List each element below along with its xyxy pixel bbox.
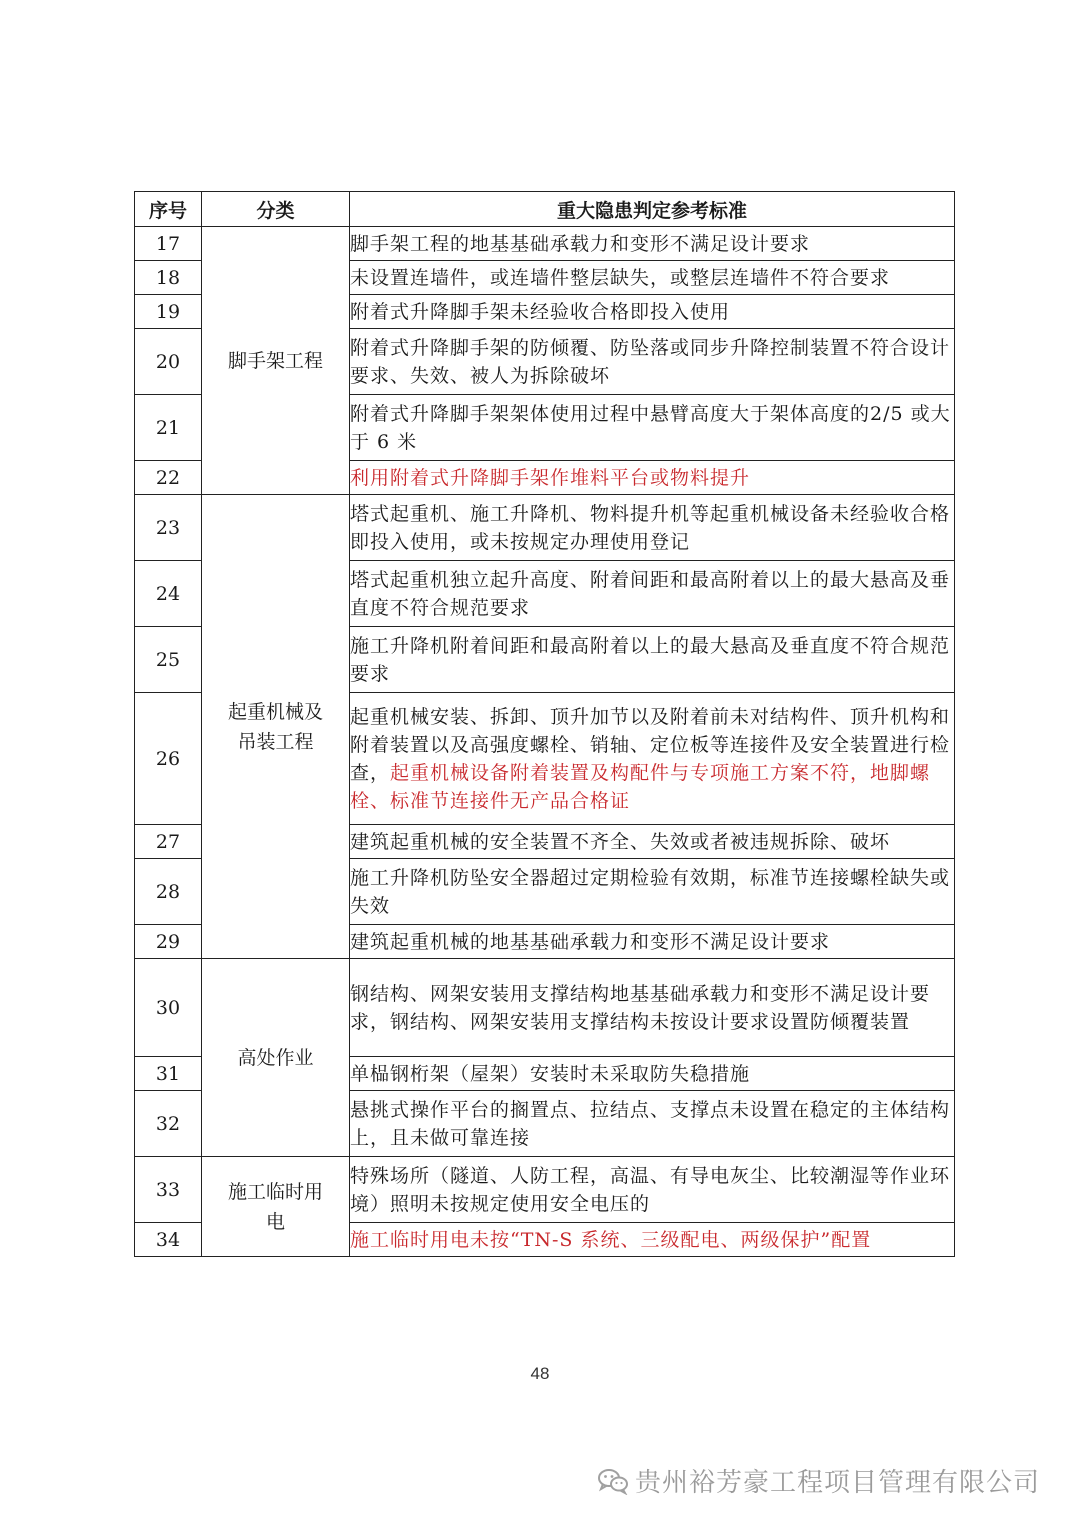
standard-text-red: 起重机械设备附着装置及构配件与专项施工方案不符，地脚螺栓、标准节连接件无产品合格证 bbox=[350, 761, 931, 812]
standard-text-mixed bbox=[350, 693, 955, 825]
category-cell bbox=[202, 959, 350, 1157]
watermark-text: 贵州裕芳豪工程项目管理有限公司 bbox=[634, 1468, 1040, 1498]
standard-text: 建筑起重机械的地基基础承载力和变形不满足设计要求 bbox=[350, 925, 955, 959]
category-height: 高处作业 bbox=[237, 1046, 314, 1069]
row-number: 27 bbox=[135, 825, 202, 859]
standard-text: 附着式升降脚手架的防倾覆、防坠落或同步升降控制装置不符合设计要求、失效、被人为拆除破坏 bbox=[350, 329, 955, 395]
row-number: 31 bbox=[135, 1057, 202, 1091]
table-row bbox=[135, 959, 955, 1057]
standard-text: 建筑起重机械的安全装置不齐全、失效或者被违规拆除、破坏 bbox=[350, 825, 955, 859]
row-number: 23 bbox=[135, 495, 202, 561]
row-number: 18 bbox=[135, 261, 202, 295]
table-row bbox=[135, 1157, 955, 1223]
standard-text: 施工升降机附着间距和最高附着以上的最大悬高及垂直度不符合规范要求 bbox=[350, 627, 955, 693]
row-number: 28 bbox=[135, 859, 202, 925]
row-number: 17 bbox=[135, 227, 202, 261]
row-number: 21 bbox=[135, 395, 202, 461]
row-number: 22 bbox=[135, 461, 202, 495]
header-category: 分类 bbox=[202, 192, 350, 227]
row-number: 24 bbox=[135, 561, 202, 627]
standard-text: 施工升降机防坠安全器超过定期检验有效期，标准节连接螺栓缺失或失效 bbox=[350, 859, 955, 925]
wechat-icon bbox=[597, 1467, 629, 1495]
standard-text: 起重机械安装、拆卸、顶升加节以及附着前未对结构件、顶升机构和附着装置以及高强度螺栓、销轴、定位板等连接件及安全装置进行检查， bbox=[350, 705, 951, 784]
standard-text: 钢结构、网架安装用支撑结构地基基础承载力和变形不满足设计要求，钢结构、网架安装用支撑结构未按设计要求设置防倾覆装置 bbox=[350, 959, 955, 1057]
category-cell bbox=[202, 495, 350, 959]
table-header-row bbox=[135, 192, 955, 227]
row-number: 32 bbox=[135, 1091, 202, 1157]
row-number: 33 bbox=[135, 1157, 202, 1223]
table-row bbox=[135, 227, 955, 261]
page-number: 48 bbox=[530, 1364, 550, 1383]
row-number: 25 bbox=[135, 627, 202, 693]
standard-text: 脚手架工程的地基基础承载力和变形不满足设计要求 bbox=[350, 227, 955, 261]
category-scaffold: 脚手架工程 bbox=[227, 349, 323, 372]
category-cell bbox=[202, 1157, 350, 1257]
row-number: 29 bbox=[135, 925, 202, 959]
standard-text: 特殊场所（隧道、人防工程，高温、有导电灰尘、比较潮湿等作业环境）照明未按规定使用安全电压的 bbox=[350, 1157, 955, 1223]
row-number: 30 bbox=[135, 959, 202, 1057]
standard-text: 附着式升降脚手架未经验收合格即投入使用 bbox=[350, 295, 955, 329]
category-cell bbox=[202, 227, 350, 495]
category-lifting: 起重机械及 吊装工程 bbox=[227, 700, 323, 753]
standard-text: 单榀钢桁架（屋架）安装时未采取防失稳措施 bbox=[350, 1057, 955, 1091]
row-number: 20 bbox=[135, 329, 202, 395]
header-standard: 重大隐患判定参考标准 bbox=[350, 192, 955, 227]
standard-text: 塔式起重机、施工升降机、物料提升机等起重机械设备未经验收合格即投入使用，或未按规定办理使用登记 bbox=[350, 495, 955, 561]
header-seq: 序号 bbox=[135, 192, 202, 227]
standard-text: 悬挑式操作平台的搁置点、拉结点、支撑点未设置在稳定的主体结构上，且未做可靠连接 bbox=[350, 1091, 955, 1157]
row-number: 34 bbox=[135, 1223, 202, 1257]
category-electric: 施工临时用 电 bbox=[227, 1180, 323, 1233]
row-number: 19 bbox=[135, 295, 202, 329]
table-row bbox=[135, 495, 955, 561]
row-number: 26 bbox=[135, 693, 202, 825]
standard-text-red: 施工临时用电未按“TN-S 系统、三级配电、两级保护”配置 bbox=[350, 1223, 955, 1257]
standard-text: 塔式起重机独立起升高度、附着间距和最高附着以上的最大悬高及垂直度不符合规范要求 bbox=[350, 561, 955, 627]
standard-text: 未设置连墙件，或连墙件整层缺失，或整层连墙件不符合要求 bbox=[350, 261, 955, 295]
watermark bbox=[597, 1462, 1040, 1499]
standard-text: 附着式升降脚手架架体使用过程中悬臂高度大于架体高度的2/5 或大于 6 米 bbox=[350, 395, 955, 461]
hazard-standard-table bbox=[134, 191, 955, 1257]
standard-text-red: 利用附着式升降脚手架作堆料平台或物料提升 bbox=[350, 461, 955, 495]
